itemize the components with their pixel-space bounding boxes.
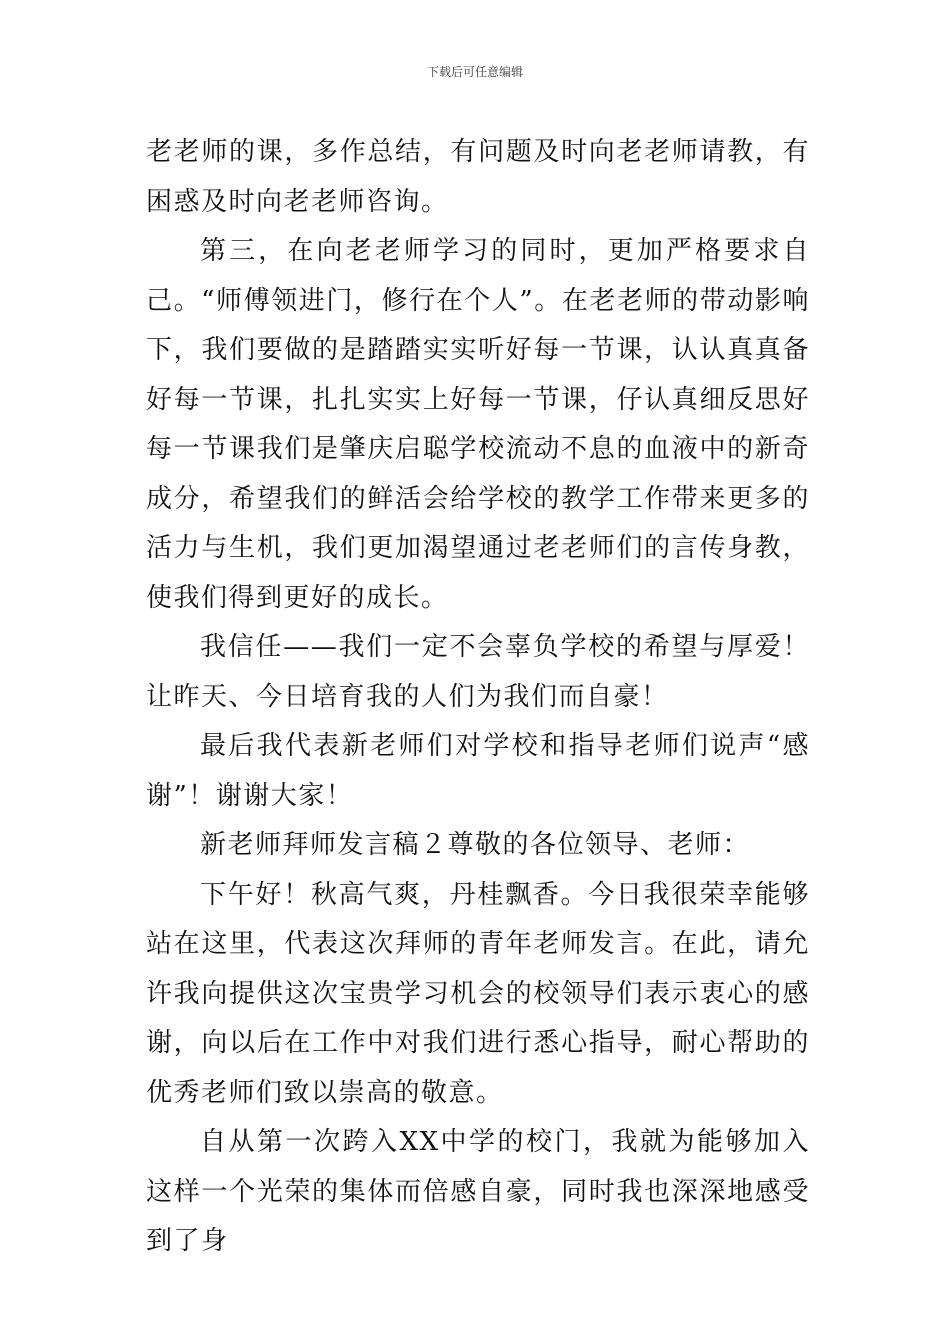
paragraph: 第三，在向老老师学习的同时，更加严格要求自己。“师傅领进门，修行在个人”。在老老师的带动影响下，我们要做的是踏踏实实听好每一节课，认认真真备好每一节课，扎扎实实上好每一节课，仔认真细反思好每一节课我们是肇庆启聪学校流动不息的血液中的新奇成分，希望我们的鲜活会给学校的教学工作带来更多的活力与生机，我们更加渴望通过老老师们的言传身教，使我们得到更好的成长。: [146, 236, 810, 613]
page-header-note: 下载后可任意编辑: [426, 65, 523, 79]
paragraph: 最后我代表新老师们对学校和指导老师们说声“感谢”！谢谢大家！: [146, 731, 810, 811]
paragraph: 下午好！秋高气爽，丹桂飘香。今日我很荣幸能够站在这里，代表这次拜师的青年老师发言。在此，请允许我向提供这次宝贵学习机会的校领导们表示衷心的感谢，向以后在工作中对我们进行悉心指导，耐心帮助的优秀老师们致以崇高的敬意。: [146, 879, 810, 1108]
paragraph-speech-title: 新老师拜师发言稿２尊敬的各位领导、老师：: [200, 830, 751, 860]
paragraph: 我信任——我们一定不会辜负学校的希望与厚爱！让昨天、今日培育我的人们为我们而自豪！: [146, 632, 810, 712]
paragraph: 自从第一次跨入XX中学的校门，我就为能够加入这样一个光荣的集体而倍感自豪，同时我也深深地感受到了身: [146, 1127, 810, 1256]
paragraph-continuation: 老老师的课，多作总结，有问题及时向老老师请教，有困惑及时向老老师咨询。: [146, 137, 810, 217]
document-body: [146, 128, 810, 1267]
